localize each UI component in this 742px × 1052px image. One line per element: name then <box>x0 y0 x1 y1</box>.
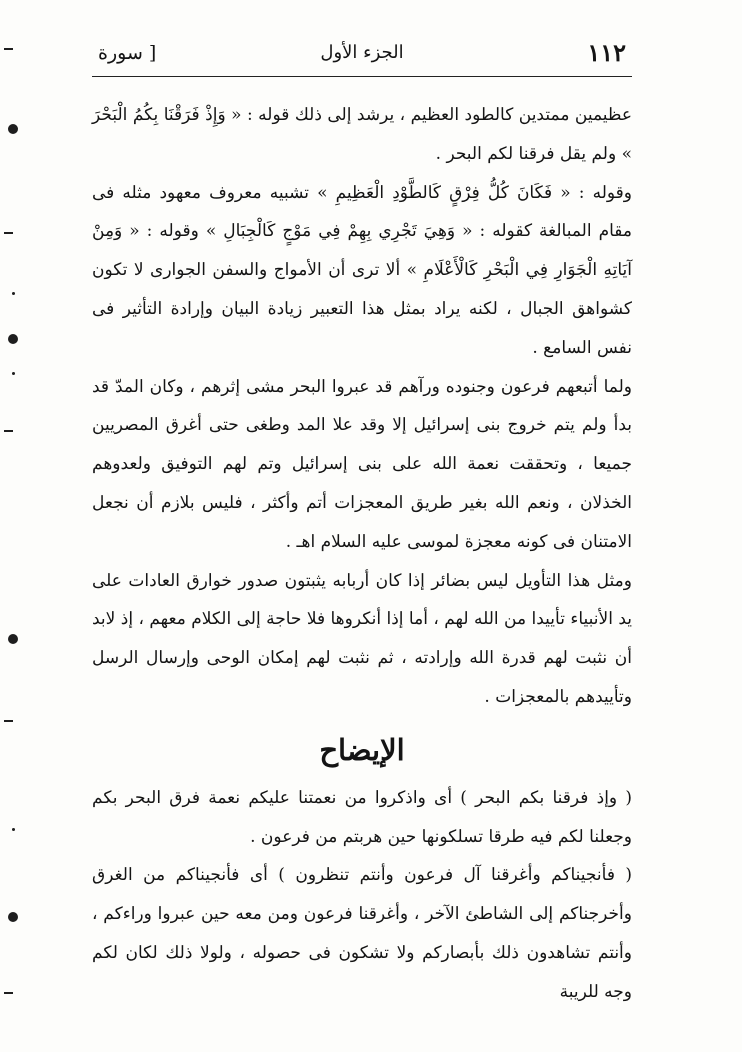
scan-speck <box>4 720 13 722</box>
part-title: الجزء الأول <box>320 42 404 63</box>
header-rule <box>92 76 632 77</box>
scan-speck <box>8 912 18 922</box>
scan-speck <box>8 634 18 644</box>
scan-speck <box>12 292 15 295</box>
paragraph-explanation-parting: ( وإذ فرقنا بكم البحر ) أى واذكروا من نعمتنا عليكم نعمة فرق البحر بكم وجعلنا لكم فيه طرقا تسلكونها حين هربتم من فرعون . <box>92 787 632 847</box>
scan-speck <box>8 334 18 344</box>
surah-label: [ سورة <box>98 42 157 64</box>
section-title: الإيضاح <box>319 732 405 767</box>
page-body <box>92 96 632 1012</box>
scan-speck <box>4 430 13 432</box>
page-header <box>92 38 632 74</box>
paragraph-pharaoh-pursuit: ولما أتبعهم فرعون وجنوده ورآهم قد عبروا البحر مشى إثرهم ، وكان المدّ قد بدأ ولم يتم خروج بنى إسرائيل إلا وقد علا المد وطغى حتى أغرق المصريين جميعا ، وتحققت نعمة الله على بنى إسرائيل وتم لهم التوفيق ولعدوهم الخذلان ، ونعم الله بغير طريق المعجزات أتم وأكثر ، فليس بلازم أن نجعل الامتنان فى كونه معجزة لموسى عليه السلام اهـ . <box>92 376 632 552</box>
paragraph-interpretation: ومثل هذا التأويل ليس بضائر إذا كان أربابه يثبتون صدور خوارق العادات على يد الأنبياء تأييدا من الله لهم ، أما إذا أنكروها فلا حاجة إلى الكلام معهم ، إذ لابد أن نثبت لهم قدرة الله وإرادته ، ثم نثبت لهم إمكان الوحى وإرسال الرسل وتأييدهم بالمعجزات . <box>92 570 632 707</box>
paragraph-simile: وقوله : « فَكَانَ كُلُّ فِرْقٍ كَالطَّوْدِ الْعَظِيمِ » تشبيه معروف معهود مثله فى مقام المبالغة كقوله : « وَهِيَ تَجْرِي بِهِمْ فِي مَوْجٍ كَالْجِبَالِ » وقوله : « وَمِنْ آيَاتِهِ الْجَوَارِ فِي الْبَحْرِ كَالْأَعْلَامِ » ألا ترى أن الأمواج والسفن الجوارى لا تكون كشواهق الجبال ، لكنه يراد بمثل هذا التعبير زيادة البيان وإرادة التأثير فى نفس السامع . <box>92 182 632 358</box>
scan-speck <box>12 828 15 831</box>
scan-speck <box>4 992 13 994</box>
paragraph-continuation: عظيمين ممتدين كالطود العظيم ، يرشد إلى ذلك قوله : « وَإِذْ فَرَقْنَا بِكُمُ الْبَحْرَ » ولم يقل فرقنا لكم البحر . <box>92 105 632 164</box>
paragraph-explanation-rescue: ( فأنجيناكم وأغرقنا آل فرعون وأنتم تنظرون ) أى فأنجيناكم من الغرق وأخرجناكم إلى الشاطئ الآخر ، وأغرقنا فرعون ومن معه حين عبروا وراءكم ، وأنتم تشاهدون ذلك بأبصاركم ولا تشكون فى حصوله ، ولولا ذلك لكان لكم وجه للريبة <box>92 865 632 1002</box>
scan-speck <box>4 232 13 234</box>
scan-speck <box>8 124 18 134</box>
page-number: ١١٢ <box>587 38 626 67</box>
scan-speck <box>12 372 15 375</box>
scan-speck <box>4 48 13 50</box>
